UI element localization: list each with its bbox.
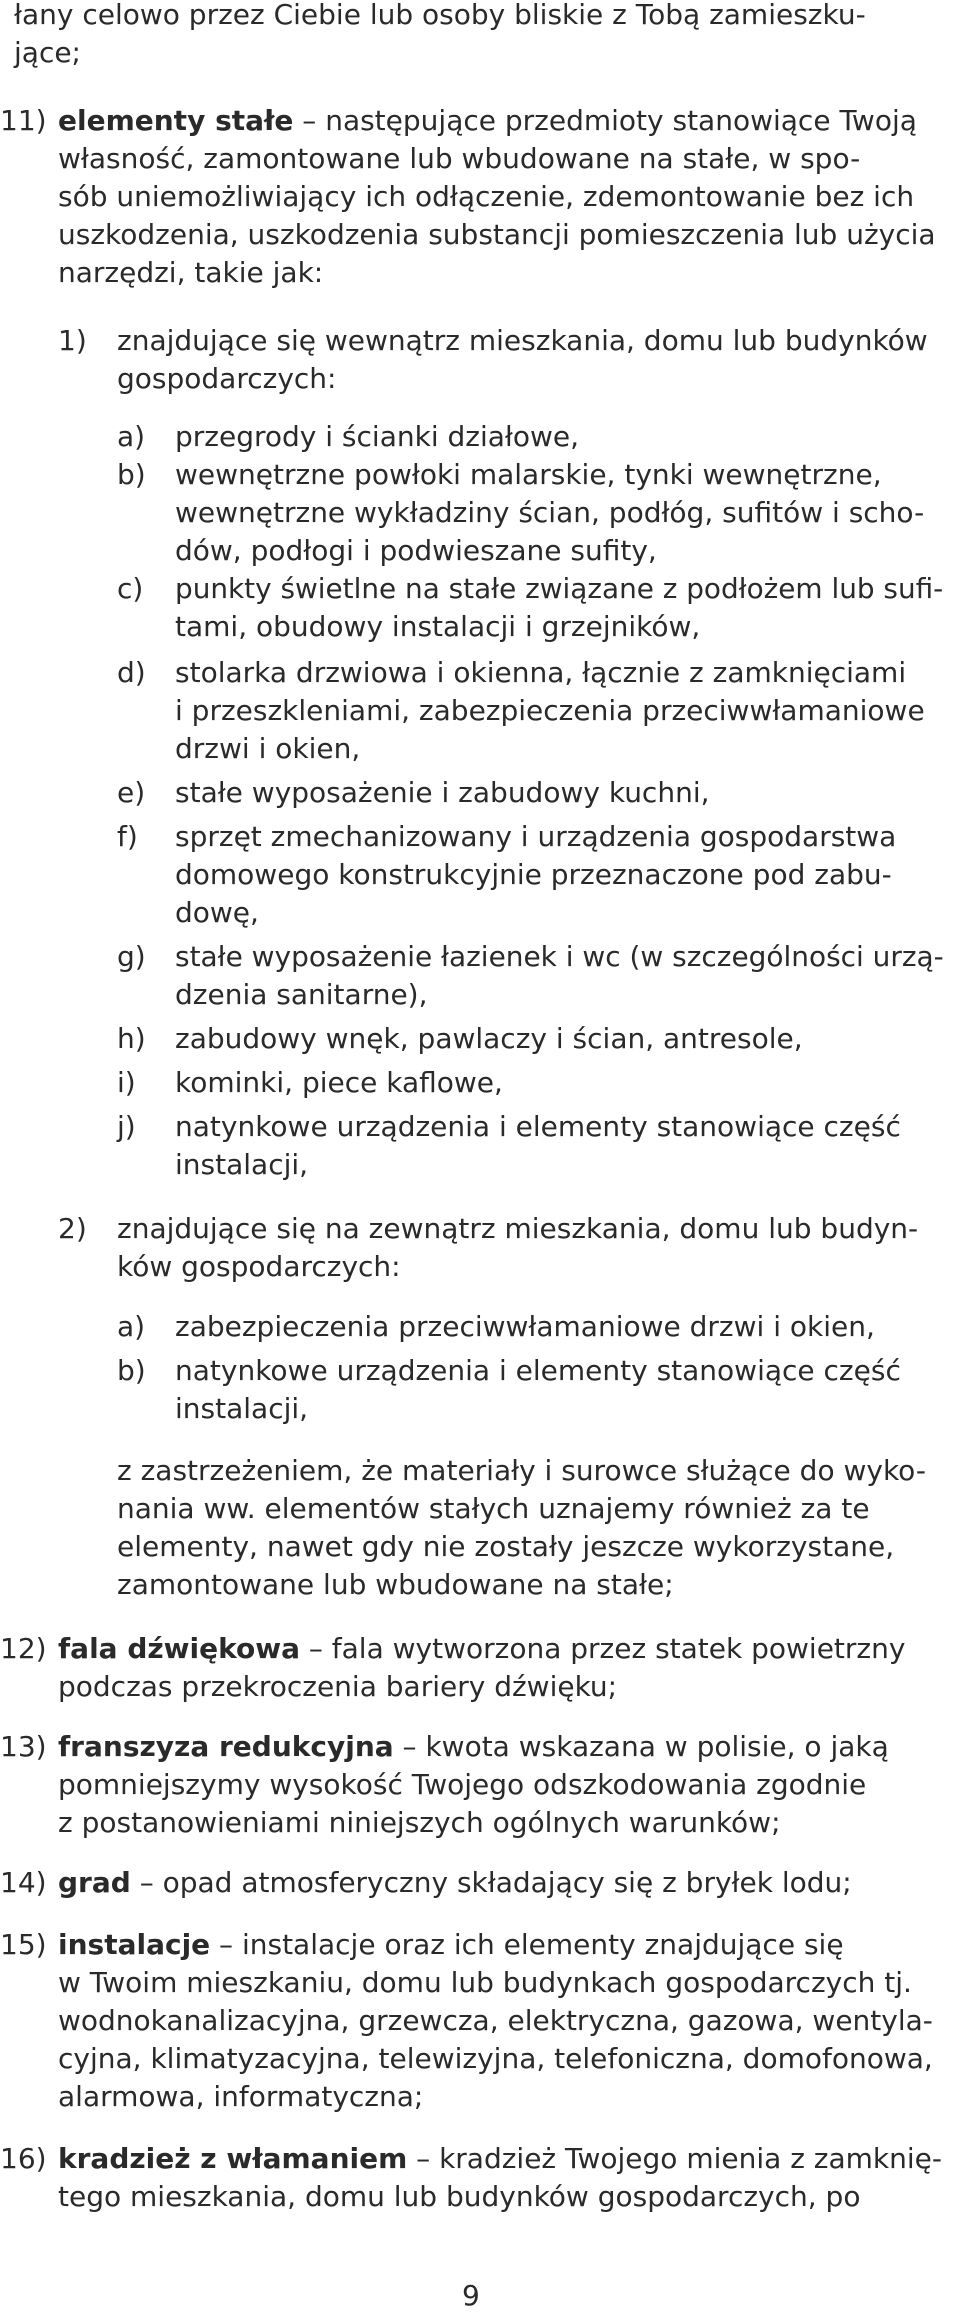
subsection-line: gospodarczych: — [117, 362, 337, 395]
list-item-text: instalacji, — [175, 1148, 309, 1181]
list-letter: b) — [117, 1354, 146, 1387]
list-letter: d) — [117, 656, 146, 689]
note-line: elementy, nawet gdy nie zostały jeszcze wykorzystane, — [117, 1530, 895, 1563]
definition-line: alarmowa, informatyczna; — [58, 2080, 424, 2113]
list-letter: e) — [117, 776, 146, 809]
definition-line: w Twoim mieszkaniu, domu lub budynkach gospodarczych tj. — [58, 1966, 912, 1999]
definition-line: uszkodzenia, uszkodzenia substancji pomieszczenia lub użycia — [58, 218, 936, 251]
intro-line-2: jące; — [14, 36, 81, 69]
definition-number: 11) — [0, 104, 47, 137]
list-letter: a) — [117, 1310, 146, 1343]
list-item-text: dzenia sanitarne), — [175, 978, 428, 1011]
list-item-text: przegrody i ścianki działowe, — [175, 420, 580, 453]
list-letter: g) — [117, 940, 146, 973]
subsection-number: 1) — [58, 324, 87, 357]
definition-term: franszyza redukcyjna — [58, 1730, 394, 1763]
list-item-text: domowego konstrukcyjnie przeznaczone pod zabu- — [175, 858, 892, 891]
intro-line-1: łany celowo przez Ciebie lub osoby bliskie z Tobą zamieszku- — [14, 0, 866, 31]
list-letter: a) — [117, 420, 146, 453]
definition-item-13-line-1: franszyza redukcyjna – kwota wskazana w polisie, o jaką — [58, 1730, 889, 1763]
list-letter: h) — [117, 1022, 146, 1055]
list-item-text: sprzęt zmechanizowany i urządzenia gospodarstwa — [175, 820, 897, 853]
definition-line: podczas przekroczenia bariery dźwięku; — [58, 1670, 618, 1703]
definition-number: 13) — [0, 1730, 47, 1763]
list-item-text: tami, obudowy instalacji i grzejników, — [175, 610, 701, 643]
definition-item-15-line-1: instalacje – instalacje oraz ich elementy znajdujące się — [58, 1928, 844, 1961]
note-line: z zastrzeżeniem, że materiały i surowce służące do wyko- — [117, 1454, 926, 1487]
list-item-text: natynkowe urządzenia i elementy stanowiące część — [175, 1110, 901, 1143]
definition-item-16-line-1: kradzież z włamaniem – kradzież Twojego mienia z zamknię- — [58, 2142, 942, 2175]
definition-line: własność, zamontowane lub wbudowane na stałe, w spo- — [58, 142, 861, 175]
list-item-text: dowę, — [175, 896, 259, 929]
definition-term: instalacje — [58, 1928, 211, 1961]
list-letter: i) — [117, 1066, 136, 1099]
list-item-text: stałe wyposażenie łazienek i wc (w szczególności urzą- — [175, 940, 944, 973]
definition-line: narzędzi, takie jak: — [58, 256, 324, 289]
list-item-text: drzwi i okien, — [175, 732, 361, 765]
list-letter: f) — [117, 820, 138, 853]
page-number: 9 — [462, 2279, 480, 2312]
list-item-text: zabudowy wnęk, pawlaczy i ścian, antresole, — [175, 1022, 803, 1055]
definition-number: 14) — [0, 1866, 47, 1899]
definition-line: tego mieszkania, domu lub budynków gospodarczych, po — [58, 2180, 861, 2213]
definition-term: kradzież z włamaniem — [58, 2142, 408, 2175]
note-line: nania ww. elementów stałych uznajemy również za te — [117, 1492, 870, 1525]
definition-item-14-line-1: grad – opad atmosferyczny składający się z bryłek lodu; — [58, 1866, 852, 1899]
definition-item-12-line-1: fala dźwiękowa – fala wytworzona przez statek powietrzny — [58, 1632, 906, 1665]
definition-item-11-line-1: elementy stałe – następujące przedmioty stanowiące Twoją — [58, 104, 917, 137]
definition-line: pomniejszymy wysokość Twojego odszkodowania zgodnie — [58, 1768, 867, 1801]
definition-term: elementy stałe — [58, 104, 294, 137]
subsection-line: znajdujące się wewnątrz mieszkania, domu lub budynków — [117, 324, 928, 357]
list-item-text: natynkowe urządzenia i elementy stanowiące część — [175, 1354, 901, 1387]
list-item-text: punkty świetlne na stałe związane z podłożem lub sufi- — [175, 572, 944, 605]
list-item-text: dów, podłogi i podwieszane sufity, — [175, 534, 657, 567]
subsection-line: ków gospodarczych: — [117, 1250, 401, 1283]
list-item-text: wewnętrzne powłoki malarskie, tynki wewnętrzne, — [175, 458, 882, 491]
list-item-text: wewnętrzne wykładziny ścian, podłóg, sufitów i scho- — [175, 496, 925, 529]
list-item-text: stałe wyposażenie i zabudowy kuchni, — [175, 776, 710, 809]
definition-number: 16) — [0, 2142, 47, 2175]
list-letter: c) — [117, 572, 144, 605]
list-item-text: stolarka drzwiowa i okienna, łącznie z zamknięciami — [175, 656, 907, 689]
definition-number: 12) — [0, 1632, 47, 1665]
list-item-text: instalacji, — [175, 1392, 309, 1425]
definition-line: sób uniemożliwiający ich odłączenie, zdemontowanie bez ich — [58, 180, 915, 213]
list-letter: j) — [117, 1110, 136, 1143]
definition-term: grad — [58, 1866, 131, 1899]
subsection-line: znajdujące się na zewnątrz mieszkania, domu lub budyn- — [117, 1212, 919, 1245]
definition-line: wodnokanalizacyjna, grzewcza, elektryczna, gazowa, wentyla- — [58, 2004, 933, 2037]
note-line: zamontowane lub wbudowane na stałe; — [117, 1568, 674, 1601]
list-letter: b) — [117, 458, 146, 491]
subsection-number: 2) — [58, 1212, 87, 1245]
definition-line: cyjna, klimatyzacyjna, telewizyjna, telefoniczna, domofonowa, — [58, 2042, 933, 2075]
list-item-text: i przeszkleniami, zabezpieczenia przeciwwłamaniowe — [175, 694, 925, 727]
definition-term: fala dźwiękowa — [58, 1632, 300, 1665]
list-item-text: zabezpieczenia przeciwwłamaniowe drzwi i okien, — [175, 1310, 875, 1343]
definition-number: 15) — [0, 1928, 47, 1961]
definition-line: z postanowieniami niniejszych ogólnych warunków; — [58, 1806, 781, 1839]
list-item-text: kominki, piece kaflowe, — [175, 1066, 503, 1099]
